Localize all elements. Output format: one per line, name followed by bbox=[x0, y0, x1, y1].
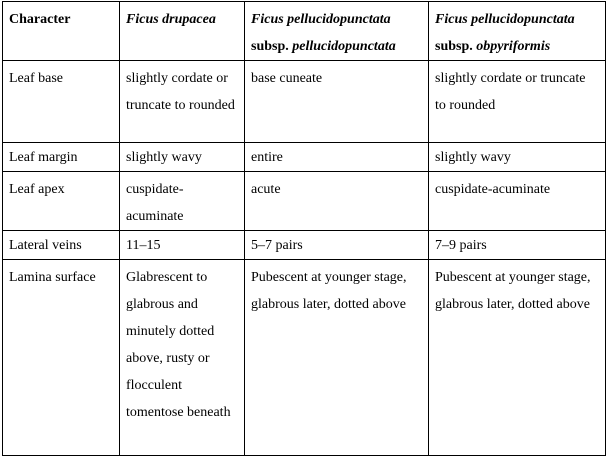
cell-subsp-pellucidopunctata: base cuneate bbox=[245, 61, 429, 143]
table-row-lamina-surface bbox=[3, 260, 606, 456]
header-character-text: Character bbox=[9, 12, 71, 27]
cell-subsp-pellucidopunctata: entire bbox=[245, 143, 429, 172]
cell-ficus-drupacea: Glabrescent to glabrous and minutely dotted above, rusty or flocculent tomentose beneath bbox=[120, 260, 245, 456]
cell-subsp-obpyriformis: slightly cordate or truncate to rounded bbox=[429, 61, 606, 143]
header-ficus-drupacea-name: Ficus drupacea bbox=[126, 12, 216, 27]
header-species-name: Ficus pellucidopunctata bbox=[251, 12, 391, 27]
header-character bbox=[3, 2, 120, 61]
cell-ficus-drupacea: slightly wavy bbox=[120, 143, 245, 172]
cell-ficus-drupacea: slightly cordate or truncate to rounded bbox=[120, 61, 245, 143]
cell-subsp-pellucidopunctata: acute bbox=[245, 172, 429, 231]
table-row-leaf-margin bbox=[3, 143, 606, 172]
header-subsp-label: subsp. bbox=[251, 39, 293, 54]
cell-character: Lateral veins bbox=[3, 231, 120, 260]
header-row bbox=[3, 2, 606, 61]
cell-subsp-pellucidopunctata: 5–7 pairs bbox=[245, 231, 429, 260]
cell-character: Leaf margin bbox=[3, 143, 120, 172]
cell-subsp-obpyriformis: Pubescent at younger stage, glabrous later, dotted above bbox=[429, 260, 606, 456]
header-species-name: Ficus pellucidopunctata bbox=[435, 12, 575, 27]
cell-subsp-pellucidopunctata: Pubescent at younger stage, glabrous later, dotted above bbox=[245, 260, 429, 456]
cell-ficus-drupacea: 11–15 bbox=[120, 231, 245, 260]
header-subspecies-name: pellucidopunctata bbox=[292, 39, 396, 54]
table-row-leaf-base bbox=[3, 61, 606, 143]
header-subspecies-name: obpyriformis bbox=[476, 39, 551, 54]
table-row-leaf-apex bbox=[3, 172, 606, 231]
header-ficus-pellucidopunctata-obpyriformis bbox=[429, 2, 606, 61]
header-ficus-pellucidopunctata-pellucidopunctata bbox=[245, 2, 429, 61]
cell-subsp-obpyriformis: 7–9 pairs bbox=[429, 231, 606, 260]
cell-character: Lamina surface bbox=[3, 260, 120, 456]
cell-subsp-obpyriformis: slightly wavy bbox=[429, 143, 606, 172]
cell-subsp-obpyriformis: cuspidate-acuminate bbox=[429, 172, 606, 231]
cell-character: Leaf apex bbox=[3, 172, 120, 231]
cell-character: Leaf base bbox=[3, 61, 120, 143]
table-row-lateral-veins bbox=[3, 231, 606, 260]
cell-ficus-drupacea: cuspidate-acuminate bbox=[120, 172, 245, 231]
header-ficus-drupacea bbox=[120, 2, 245, 61]
header-subsp-label: subsp. bbox=[435, 39, 477, 54]
character-comparison-table bbox=[2, 1, 606, 456]
